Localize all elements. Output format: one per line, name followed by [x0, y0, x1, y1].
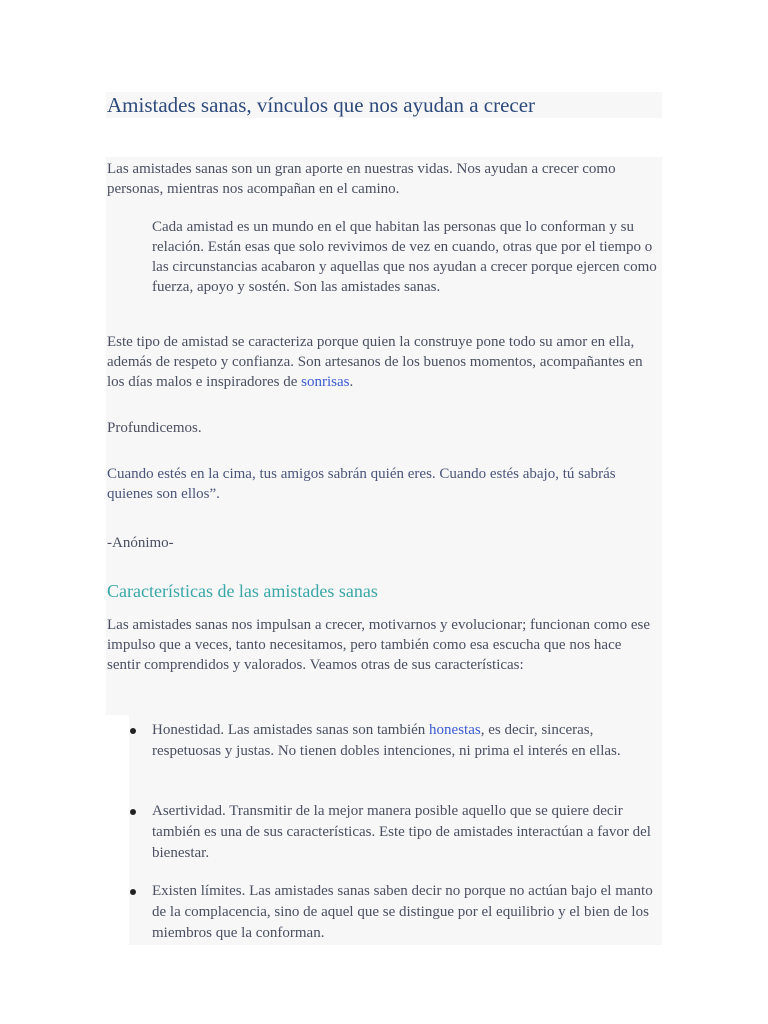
- sonrisas-link[interactable]: sonrisas: [301, 374, 350, 390]
- bullet-marker: [130, 889, 136, 895]
- intro-paragraph: Las amistades sanas son un gran aporte en nuestras vidas. Nos ayudan a crecer como personas, mientras nos acompañan en el camino.: [107, 161, 616, 197]
- article-title: Amistades sanas, vínculos que nos ayudan a crecer: [107, 93, 536, 117]
- section-heading: Características de las amistades sanas: [107, 581, 378, 601]
- paragraph-text: Este tipo de amistad se caracteriza porque quien la construye pone todo su amor en ella, además de respeto y confianza. Son artesanos de los buenos momentos, acompañantes en los días malos e inspiradores de: [107, 334, 643, 390]
- honestas-link[interactable]: honestas: [429, 722, 481, 738]
- list-item-text: Honestidad. Las amistades sanas son también: [152, 722, 430, 738]
- bullet-marker: [130, 809, 136, 815]
- quote-author: -Anónimo-: [107, 535, 174, 551]
- paragraph-amistad-amor: [107, 332, 652, 392]
- list-item-asertividad: Asertividad. Transmitir de la mejor manera posible aquello que se quiere decir también es una de sus características. Este tipo de amistades interactúan a favor del bienestar.: [152, 803, 651, 861]
- blockquote-paragraph: Cada amistad es un mundo en el que habitan las personas que lo conforman y su relación. Están esas que solo revivimos de vez en cuando, otras que por el tiempo o las circunstancias acabaron y aquellas que nos ayudan a crecer porque ejercen como fuerza, apoyo y sostén. Son las amistades sanas.: [152, 219, 657, 295]
- section-intro: Las amistades sanas nos impulsan a crecer, motivarnos y evolucionar; funcionan como ese impulso que a veces, tanto necesitamos, pero también como esa escucha que nos hace sentir comprendidos y valorados. Veamos otras de sus características:: [107, 617, 650, 673]
- list-item-limites: Existen límites. Las amistades sanas saben decir no porque no actúan bajo el manto de la complacencia, sino de aquel que se distingue por el equilibrio y el bien de los miembros que la conforman.: [152, 883, 653, 941]
- profundicemos-text: Profundicemos.: [107, 420, 202, 436]
- list-item-text-end: , es decir, sinceras, respetuosas y justas. No tienen dobles intenciones, ni prima el interés en ellas.: [152, 722, 621, 759]
- bullet-marker: [130, 728, 136, 734]
- quote-text: Cuando estés en la cima, tus amigos sabrán quién eres. Cuando estés abajo, tú sabrás quienes son ellos”.: [107, 466, 616, 502]
- list-item-honestidad: [152, 720, 660, 762]
- paragraph-end: .: [349, 374, 354, 390]
